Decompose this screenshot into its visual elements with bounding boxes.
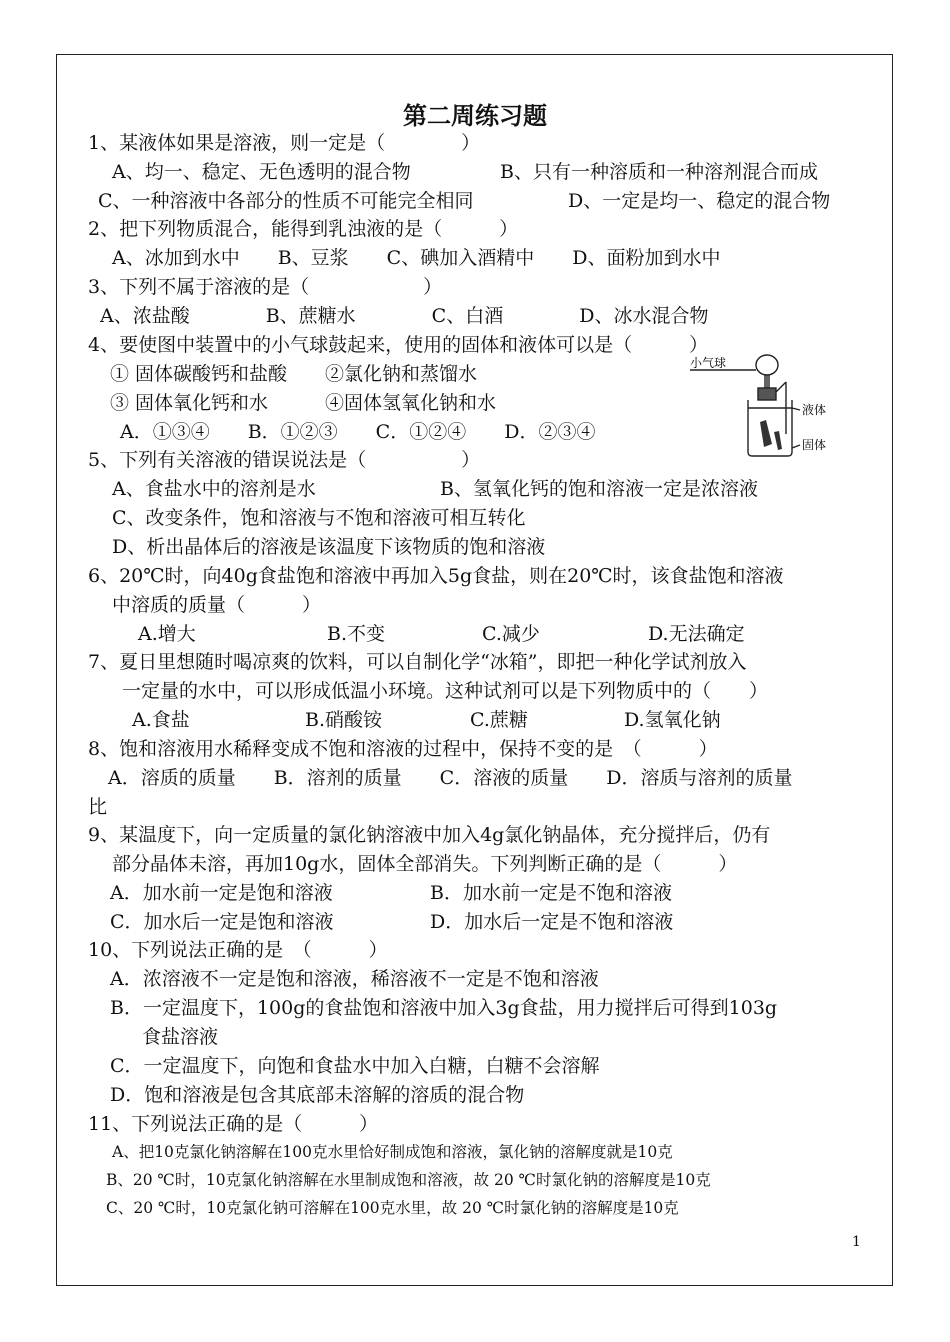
- q6-option-d: D.无法确定: [648, 623, 745, 645]
- q9-option-b: B．加水前一定是不饱和溶液: [430, 882, 672, 904]
- solid-pieces-shape: [760, 420, 772, 447]
- q8-options: A．溶质的质量 B．溶剂的质量 C．溶液的质量 D．溶质与溶剂的质量: [108, 767, 793, 789]
- q10-option-a: A．浓溶液不一定是饱和溶液，稀溶液不一定是不饱和溶液: [110, 968, 599, 990]
- q5-option-b: B、氢氧化钙的饱和溶液一定是浓溶液: [440, 478, 758, 500]
- q9-stem: 9、某温度下，向一定质量的氯化钠溶液中加入4g氯化钠晶体，充分搅拌后，仍有: [88, 824, 771, 846]
- q10-option-b: B．一定温度下，100g的食盐饱和溶液中加入3g食盐，用力搅拌后可得到103g: [110, 997, 778, 1019]
- page-number: 1: [852, 1234, 861, 1250]
- q8-options-cont: 比: [88, 796, 108, 818]
- balloon-label: 小气球: [690, 356, 727, 370]
- q11-option-a: A、把10克氯化钠溶解在100克水里恰好制成饱和溶液，氯化钠的溶解度就是10克: [112, 1143, 673, 1161]
- q10-option-c: C．一定温度下，向饱和食盐水中加入白糖，白糖不会溶解: [110, 1055, 600, 1077]
- q11-option-b: B、20 ℃时，10克氯化钠溶解在水里制成饱和溶液，故 20 ℃时氯化钠的溶解度是10克: [106, 1171, 711, 1189]
- q7-option-b: B.硝酸铵: [305, 709, 383, 731]
- q6-option-a: A.增大: [138, 623, 196, 645]
- q4-item-3-4: ③ 固体氧化钙和水 ④固体氢氧化钠和水: [110, 392, 497, 414]
- solid-label: 固体: [802, 438, 827, 452]
- liquid-label: 液体: [802, 403, 827, 417]
- page-title: 第二周练习题: [403, 101, 547, 130]
- q3-options: A、浓盐酸 B、蔗糖水 C、白酒 D、冰水混合物: [100, 305, 709, 327]
- q2-stem: 2、把下列物质混合，能得到乳浊液的是（ ）: [88, 218, 519, 240]
- q1-stem: 1、某液体如果是溶液，则一定是（ ）: [88, 132, 481, 154]
- q5-option-d: D、析出晶体后的溶液是该温度下该物质的饱和溶液: [112, 536, 546, 558]
- q1-option-c: C、一种溶液中各部分的性质不可能完全相同: [98, 190, 474, 212]
- q4-stem: 4、要使图中装置中的小气球鼓起来，使用的固体和液体可以是（ ）: [88, 334, 709, 356]
- q11-stem: 11、下列说法正确的是（ ）: [88, 1113, 379, 1135]
- q8-stem: 8、饱和溶液用水稀释变成不饱和溶液的过程中，保持不变的是 （ ）: [88, 738, 718, 760]
- q10-option-b-cont: 食盐溶液: [142, 1026, 219, 1048]
- q2-options: A、冰加到水中 B、豆浆 C、碘加入酒精中 D、面粉加到水中: [112, 247, 721, 269]
- q5-option-a: A、食盐水中的溶剂是水: [112, 478, 316, 500]
- q1-option-d: D、一定是均一、稳定的混合物: [568, 190, 831, 212]
- q7-stem: 7、夏日里想随时喝凉爽的饮料，可以自制化学“冰箱”，即把一种化学试剂放入: [88, 651, 747, 673]
- q4-options: A．①③④ B．①②③ C．①②④ D．②③④: [120, 421, 596, 443]
- q6-stem: 6、20℃时，向40g食盐饱和溶液中再加入5g食盐，则在20℃时，该食盐饱和溶液: [88, 565, 784, 587]
- q1-option-b: B、只有一种溶质和一种溶剂混合而成: [500, 161, 818, 183]
- q6-option-b: B.不变: [327, 623, 386, 645]
- q7-option-a: A.食盐: [132, 709, 190, 731]
- q11-option-c: C、20 ℃时，10克氯化钠可溶解在100克水里，故 20 ℃时氯化钠的溶解度是10克: [106, 1199, 679, 1217]
- q5-option-c: C、改变条件，饱和溶液与不饱和溶液可相互转化: [112, 507, 526, 529]
- q4-item-1-2: ① 固体碳酸钙和盐酸 ②氯化钠和蒸馏水: [110, 363, 478, 385]
- q10-option-d: D．饱和溶液是包含其底部未溶解的溶质的混合物: [110, 1084, 525, 1106]
- stopper-shape: [758, 388, 776, 400]
- balloon-apparatus-figure: [690, 352, 840, 462]
- balloon-shape: [756, 355, 778, 375]
- q7-option-c: C.蔗糖: [470, 709, 528, 731]
- q9-option-c: C．加水后一定是饱和溶液: [110, 911, 334, 933]
- q5-stem: 5、下列有关溶液的错误说法是（ ）: [88, 449, 481, 471]
- q1-option-a: A、均一、稳定、无色透明的混合物: [112, 161, 411, 183]
- q7-stem-cont: 一定量的水中，可以形成低温小环境。这种试剂可以是下列物质中的（ ）: [122, 680, 769, 702]
- q9-stem-cont: 部分晶体未溶，再加10g水，固体全部消失。下列判断正确的是（ ）: [112, 853, 738, 875]
- q3-stem: 3、下列不属于溶液的是（ ）: [88, 276, 443, 298]
- q6-option-c: C.减少: [482, 623, 540, 645]
- q9-option-d: D．加水后一定是不饱和溶液: [430, 911, 674, 933]
- q9-option-a: A．加水前一定是饱和溶液: [110, 882, 333, 904]
- q6-stem-cont: 中溶质的质量（ ）: [112, 594, 322, 616]
- q10-stem: 10、下列说法正确的是 （ ）: [88, 939, 388, 961]
- q7-option-d: D.氢氧化钠: [624, 709, 721, 731]
